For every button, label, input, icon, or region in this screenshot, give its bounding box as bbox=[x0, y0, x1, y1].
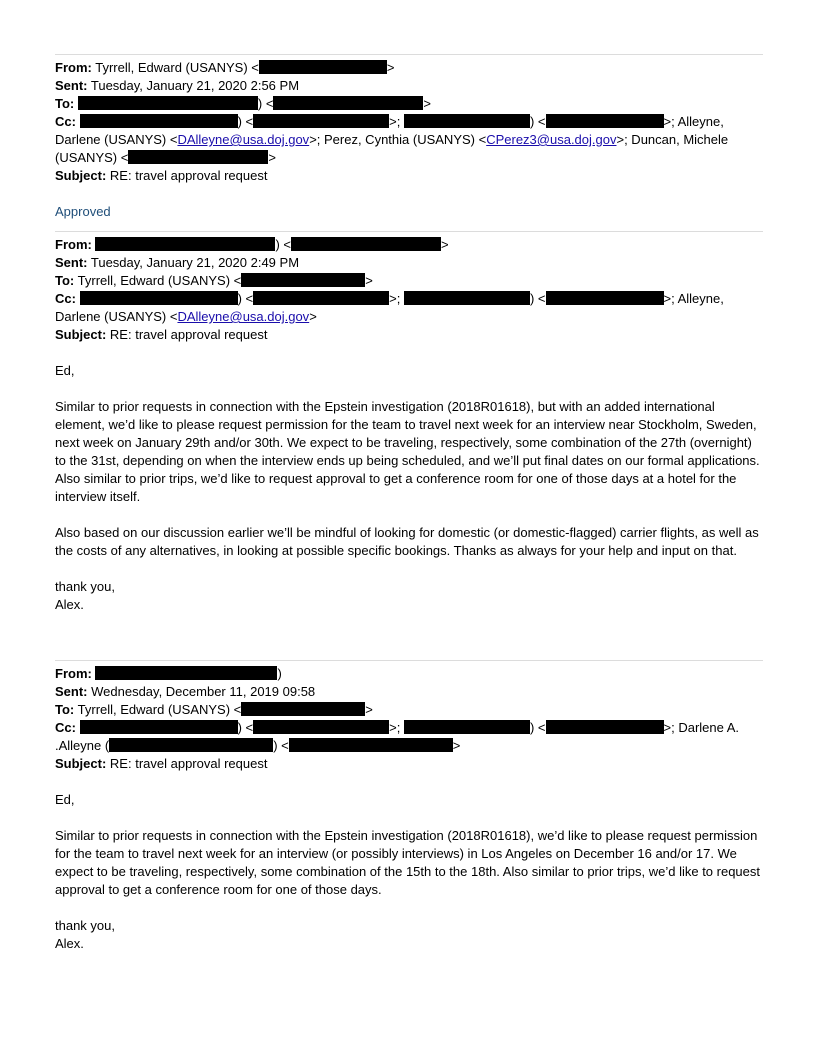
cc-row-cont: .Alleyne ( ) < > bbox=[55, 738, 461, 753]
redaction bbox=[241, 702, 365, 716]
signature: Alex. bbox=[55, 936, 84, 951]
sent-row: Sent: Tuesday, January 21, 2020 2:56 PM bbox=[55, 78, 300, 93]
redaction bbox=[546, 720, 664, 734]
email-link[interactable]: DAlleyne@usa.doj.gov bbox=[177, 132, 310, 147]
body-paragraph: Similar to prior requests in connection with the Epstein investigation (2018R01618), but with an added international element, we’d like to please request permission for the team to travel next week for an interview near Stockholm, Sweden, next week on January 29th and/or 30th. We expect to be traveling, respectively, some combination of the 27th (overnight) to the 31st, depending on when the interview ends up being scheduled, and we’ll put final dates on our formal applications. Also similar to prior trips, we’d like to request approval to get a conference room for one of those days at a hotel for the interview itself. bbox=[55, 399, 760, 504]
cc-row: Cc: ) < >; ) < >; Darlene A. bbox=[55, 720, 740, 735]
email-header-1 bbox=[55, 59, 763, 185]
redaction bbox=[289, 738, 453, 752]
redaction bbox=[273, 96, 423, 110]
redaction bbox=[80, 291, 238, 305]
redaction bbox=[253, 291, 389, 305]
redaction bbox=[253, 720, 389, 734]
redaction bbox=[241, 273, 365, 287]
redaction bbox=[253, 114, 389, 128]
subject-row: Subject: RE: travel approval request bbox=[55, 756, 268, 771]
redaction bbox=[404, 720, 530, 734]
email-header-2 bbox=[55, 236, 763, 344]
greeting: Ed, bbox=[55, 792, 75, 807]
subject-row: Subject: RE: travel approval request bbox=[55, 168, 268, 183]
closing: thank you, bbox=[55, 579, 115, 594]
redaction bbox=[546, 114, 664, 128]
redaction bbox=[80, 720, 238, 734]
redaction bbox=[404, 291, 530, 305]
email-link[interactable]: CPerez3@usa.doj.gov bbox=[486, 132, 617, 147]
divider bbox=[55, 54, 763, 55]
email-body-1: Approved bbox=[55, 204, 111, 219]
redaction bbox=[109, 738, 273, 752]
body-paragraph: Similar to prior requests in connection with the Epstein investigation (2018R01618), we’d like to please request permission for the team to travel next week for an interview (or possibly interviews) in Los Angeles on December 16 and/or 17. We expect to be traveling, respectively, some combination of the 15th to the 18th. Also similar to prior trips, we’d like to request approval to get a conference room for one of those days. bbox=[55, 828, 761, 897]
redaction bbox=[259, 60, 387, 74]
redaction bbox=[95, 237, 275, 251]
signature: Alex. bbox=[55, 597, 84, 612]
sent-row: Sent: Wednesday, December 11, 2019 09:58 bbox=[55, 684, 316, 699]
email-header-3 bbox=[55, 665, 763, 773]
from-row: From: ) bbox=[55, 666, 282, 681]
divider bbox=[55, 231, 763, 232]
greeting: Ed, bbox=[55, 363, 75, 378]
cc-row: Cc: ) < >; ) < >; Alleyne, bbox=[55, 114, 724, 129]
redaction bbox=[95, 666, 277, 680]
divider bbox=[55, 660, 763, 661]
sent-row: Sent: Tuesday, January 21, 2020 2:49 PM bbox=[55, 255, 300, 270]
redaction bbox=[546, 291, 664, 305]
from-row: From: ) < > bbox=[55, 237, 449, 252]
cc-row-cont: (USANYS) < > bbox=[55, 150, 276, 165]
cc-row-cont: Darlene (USANYS) <DAlleyne@usa.doj.gov> bbox=[55, 309, 317, 324]
redaction bbox=[78, 96, 258, 110]
to-row: To: ) < > bbox=[55, 96, 432, 111]
to-row: To: Tyrrell, Edward (USANYS) < > bbox=[55, 273, 373, 288]
cc-row: Cc: ) < >; ) < >; Alleyne, bbox=[55, 291, 724, 306]
from-row: From: Tyrrell, Edward (USANYS) < > bbox=[55, 60, 395, 75]
email-link[interactable]: DAlleyne@usa.doj.gov bbox=[177, 309, 310, 324]
redaction bbox=[404, 114, 530, 128]
redaction bbox=[128, 150, 268, 164]
email-thread bbox=[55, 0, 763, 953]
redaction bbox=[80, 114, 238, 128]
body-paragraph: Also based on our discussion earlier we’ll be mindful of looking for domestic (or domestic-flagged) carrier flights, as well as the costs of any alternatives, in looking at possible specific bookings. Thanks as always for your help and input on that. bbox=[55, 525, 759, 558]
redaction bbox=[291, 237, 441, 251]
closing: thank you, bbox=[55, 918, 115, 933]
to-row: To: Tyrrell, Edward (USANYS) < > bbox=[55, 702, 373, 717]
cc-row-cont: Darlene (USANYS) <DAlleyne@usa.doj.gov>; Perez, Cynthia (USANYS) <CPerez3@usa.doj.gov>; Duncan, Michele bbox=[55, 132, 729, 147]
subject-row: Subject: RE: travel approval request bbox=[55, 327, 268, 342]
